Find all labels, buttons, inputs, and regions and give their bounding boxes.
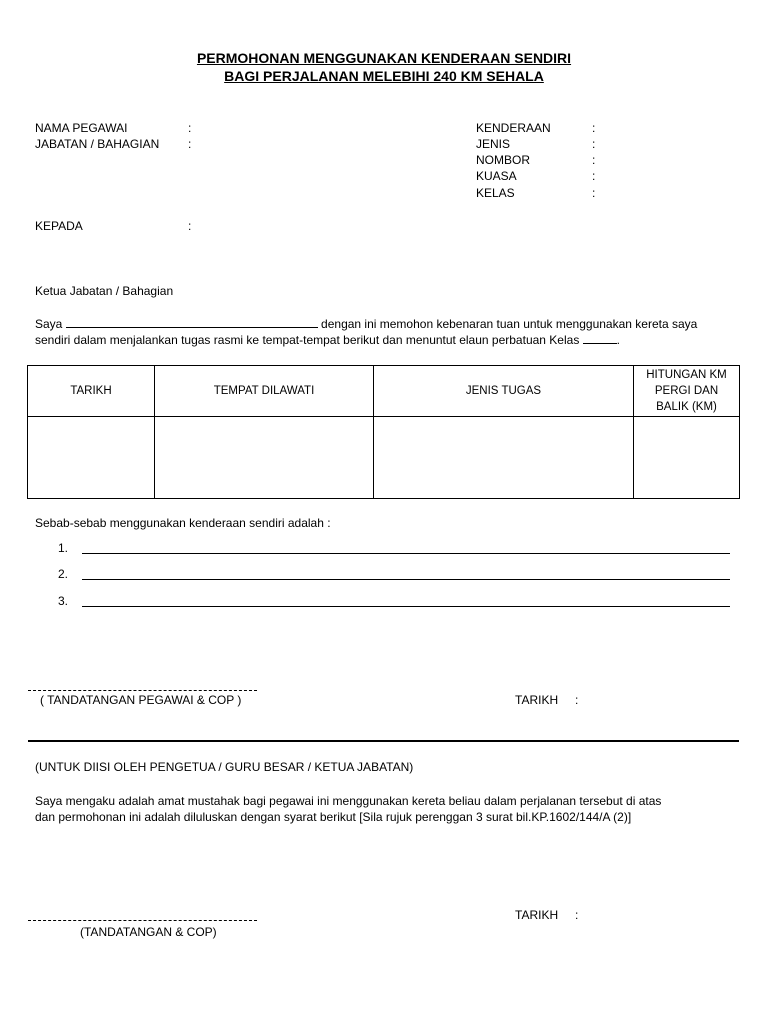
field-colon-kepada: : (188, 219, 192, 233)
field-label-jenis: JENIS (476, 137, 511, 151)
request-text1: dengan ini memohon kebenaran tuan untuk menggunakan kereta saya (321, 317, 698, 331)
officer-date-label: TARIKH (515, 693, 559, 707)
table-cell-jenis-tugas[interactable] (374, 417, 634, 499)
addressee-text: Ketua Jabatan / Bahagian (35, 284, 174, 298)
form-title-line2: BAGI PERJALANAN MELEBIHI 240 KM SEHALA (224, 68, 544, 84)
table-cell-km[interactable] (634, 417, 740, 499)
request-line1 (35, 317, 697, 331)
field-colon-nombor: : (592, 153, 596, 167)
approver-signature-label: (TANDATANGAN & COP) (80, 925, 217, 939)
km-header-line2: PERGI DAN (654, 385, 719, 397)
table-cell-tempat[interactable] (155, 417, 374, 499)
reason-number-3: 3. (58, 594, 69, 608)
table-cell-tarikh[interactable] (28, 417, 155, 499)
request-end: . (616, 333, 620, 347)
approval-text-line2: dan permohonan ini adalah diluluskan dengan syarat berikut [Sila rujuk perenggan 3 surat bil.KP.1602/144/A (2)] (35, 810, 632, 824)
officer-signature-line[interactable] (28, 690, 257, 691)
table-header-tempat: TEMPAT DILAWATI (155, 366, 374, 417)
request-saya: Saya (35, 317, 63, 331)
trip-table (27, 365, 740, 499)
field-colon-jenis: : (592, 137, 596, 151)
table-header-tarikh: TARIKH (28, 366, 155, 417)
approval-text-line1: Saya mengaku adalah amat mustahak bagi pegawai ini menggunakan kereta beliau dalam perjalanan tersebut di atas (35, 794, 662, 808)
request-text2: sendiri dalam menjalankan tugas rasmi ke tempat-tempat berikut dan menuntut elaun perbatuan Kelas (35, 333, 580, 347)
section-divider (28, 740, 739, 742)
form-title-line1: PERMOHONAN MENGGUNAKAN KENDERAAN SENDIRI (196, 50, 572, 66)
field-label-kepada: KEPADA (35, 219, 83, 233)
km-header-line3: BALIK (KM) (656, 401, 717, 413)
field-colon-kelas: : (592, 186, 596, 200)
field-colon-kuasa: : (592, 169, 596, 183)
field-colon-nama-pegawai: : (188, 121, 192, 135)
field-colon-kenderaan: : (592, 121, 596, 135)
officer-name-blank[interactable] (66, 327, 318, 328)
field-colon-jabatan: : (188, 137, 192, 151)
reason-number-1: 1. (58, 541, 69, 555)
table-header-hitungan-km (634, 366, 740, 417)
kelas-blank[interactable] (583, 343, 617, 344)
field-label-kenderaan: KENDERAAN (476, 121, 551, 135)
field-label-jabatan: JABATAN / BAHAGIAN (35, 137, 160, 151)
table-row (28, 417, 740, 499)
field-label-nombor: NOMBOR (476, 153, 530, 167)
reason-line-1[interactable] (82, 553, 730, 554)
approver-date-label: TARIKH (515, 908, 559, 922)
reason-line-3[interactable] (82, 606, 730, 607)
officer-signature-label: ( TANDATANGAN PEGAWAI & COP ) (40, 693, 242, 707)
reason-line-2[interactable] (82, 579, 730, 580)
km-header-line1: HITUNGAN KM (646, 369, 727, 381)
approval-heading: (UNTUK DIISI OLEH PENGETUA / GURU BESAR / KETUA JABATAN) (35, 760, 414, 774)
reasons-intro: Sebab-sebab menggunakan kenderaan sendiri adalah : (35, 516, 331, 530)
reason-number-2: 2. (58, 567, 69, 581)
request-line2 (35, 333, 620, 347)
table-header-jenis-tugas: JENIS TUGAS (374, 366, 634, 417)
officer-date-colon: : (575, 693, 579, 707)
field-label-kelas: KELAS (476, 186, 515, 200)
approver-date-colon: : (575, 908, 579, 922)
field-label-kuasa: KUASA (476, 169, 517, 183)
table-header-row (28, 366, 740, 417)
field-label-nama-pegawai: NAMA PEGAWAI (35, 121, 128, 135)
approver-signature-line[interactable] (28, 920, 257, 921)
